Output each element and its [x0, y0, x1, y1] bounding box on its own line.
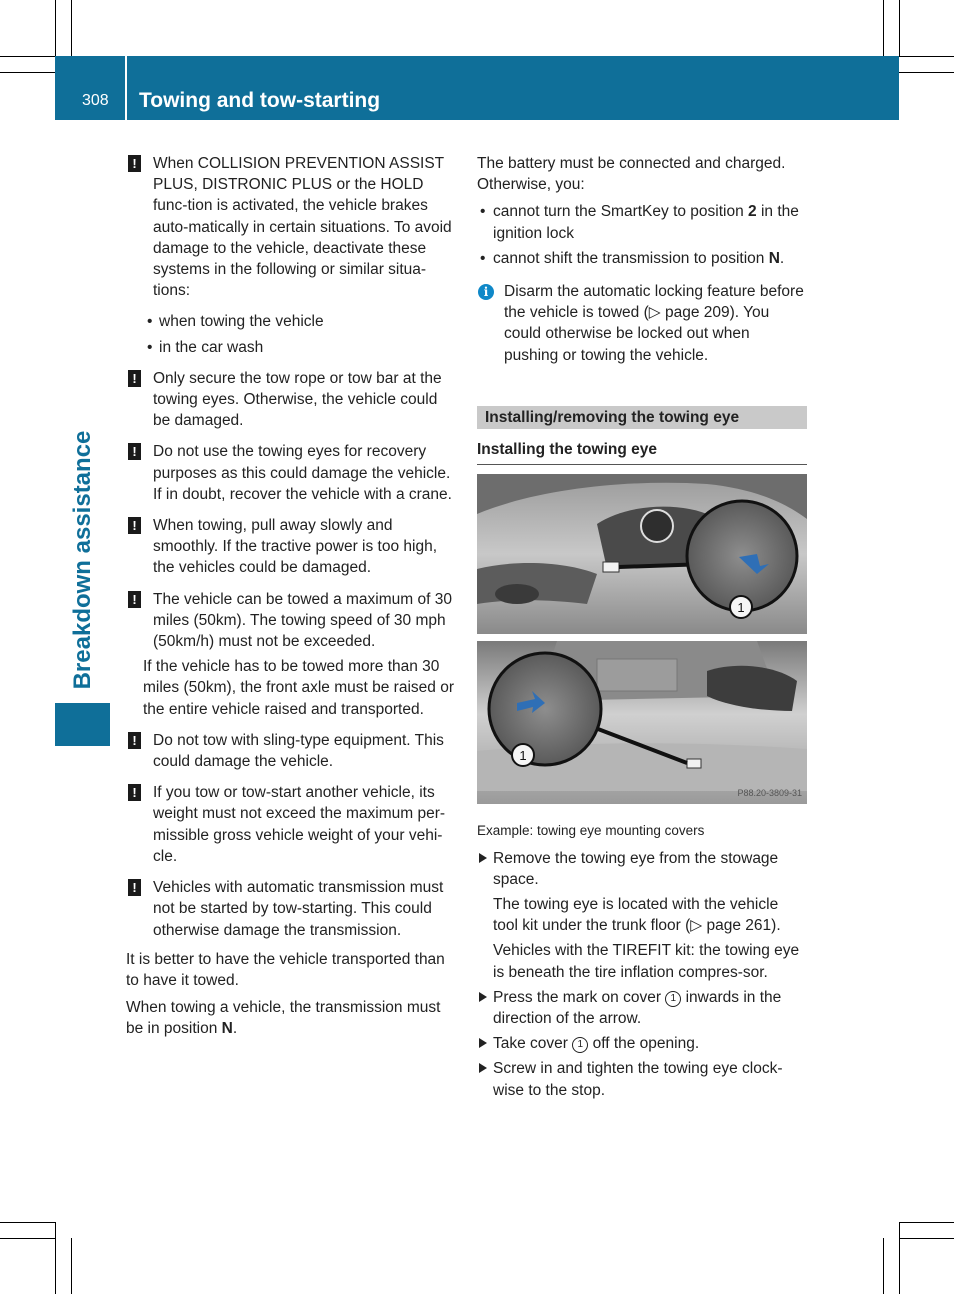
side-tab-marker	[55, 703, 110, 746]
callout-number: 1	[737, 600, 745, 616]
body-text: When towing a vehicle, the transmission must be in position	[126, 999, 441, 1038]
step-text: inwards in the direction of the arrow.	[493, 988, 782, 1028]
position-label: N	[768, 249, 780, 267]
warning-note	[126, 730, 458, 772]
crop-mark	[899, 0, 900, 56]
warning-text: Only secure the tow rope or tow bar at the towing eyes. Otherwise, the vehicle could be damaged.	[153, 369, 442, 430]
body-paragraph: The battery must be connected and charged. Otherwise, you:	[477, 155, 786, 194]
crop-mark	[0, 56, 55, 57]
body-text: .	[779, 249, 785, 267]
info-note	[477, 281, 807, 366]
right-column	[477, 153, 807, 1105]
warning-text: Do not tow with sling-type equipment. This could damage the vehicle.	[153, 731, 444, 771]
warning-icon: !	[128, 370, 141, 387]
crop-mark	[899, 72, 954, 73]
list-item: • when towing the vehicle	[126, 311, 458, 332]
crop-mark	[899, 1238, 954, 1239]
warning-icon: !	[128, 517, 141, 534]
list-item: • in the car wash	[126, 337, 458, 358]
step-text: Remove the towing eye from the stowage space.	[493, 849, 779, 888]
warning-note	[126, 153, 458, 301]
page-header	[55, 56, 899, 120]
crop-mark	[883, 1238, 884, 1294]
warning-text: Vehicles with automatic transmission must not be started by tow-starting. This could otherwise damage the transmission.	[153, 879, 444, 939]
towing-eye-figure	[477, 474, 807, 804]
subsection-heading: Installing the towing eye	[477, 439, 807, 465]
body-text: cannot shift the transmission to position	[493, 249, 769, 267]
instruction-step	[477, 987, 807, 1029]
crop-mark	[899, 56, 954, 57]
step-text: Take cover	[493, 1035, 573, 1053]
step-arrow-icon	[479, 1038, 487, 1048]
info-text: Disarm the automatic locking feature before the vehicle is towed (▷ page 209). You could otherwise be locked out when pushing or towing the vehicle.	[504, 283, 804, 364]
body-text: .	[232, 1020, 238, 1038]
step-text: Screw in and tighten the towing eye clock-wise to the stop.	[493, 1060, 783, 1099]
crop-mark	[883, 0, 884, 56]
crop-mark	[0, 1238, 55, 1239]
warning-note	[126, 515, 458, 579]
warning-icon: !	[128, 784, 141, 801]
crop-mark	[55, 1222, 56, 1294]
warning-icon: !	[128, 443, 141, 460]
body-paragraph: It is better to have the vehicle transported than to have it towed.	[126, 950, 445, 989]
side-chapter-label	[55, 420, 110, 700]
section-heading: Installing/removing the towing eye	[477, 406, 807, 429]
figure-caption: Example: towing eye mounting covers	[477, 823, 705, 839]
step-note: The towing eye is located with the vehicle tool kit under the trunk floor (▷ page 261).	[493, 896, 781, 935]
warning-text: The vehicle can be towed a maximum of 30 miles (50km). The towing speed of 30 mph (50km/h) must not be exceeded.	[153, 590, 452, 651]
info-icon: i	[478, 284, 494, 300]
callout-number-icon: 1	[572, 1037, 588, 1053]
instruction-step	[477, 1033, 807, 1054]
warning-continuation	[126, 656, 458, 720]
warning-text: When COLLISION PREVENTION ASSIST PLUS, DISTRONIC PLUS or the HOLD func-tion is activated, the vehicle brakes auto-matically in certain situations. To avoid damage to the vehicle, deactivate these systems in the following or similar situa-tions:	[153, 155, 452, 300]
warning-icon: !	[128, 732, 141, 749]
body-paragraph	[126, 997, 458, 1039]
crop-mark	[71, 1238, 72, 1294]
warning-text: If the vehicle has to be towed more than 30 miles (50km), the front axle must be raised or the entire vehicle raised and transported.	[143, 658, 454, 718]
header-divider	[125, 56, 127, 120]
instruction-step	[477, 1058, 807, 1100]
crop-mark	[55, 0, 56, 56]
warning-note	[126, 877, 458, 941]
step-text: off the opening.	[588, 1035, 700, 1053]
crop-mark	[71, 0, 72, 56]
warning-note	[126, 441, 458, 505]
list-item	[477, 201, 807, 243]
warning-icon: !	[128, 155, 141, 172]
callout-number: 1	[519, 748, 527, 764]
crop-mark	[0, 1222, 55, 1223]
warning-note	[126, 782, 458, 867]
chapter-title: Towing and tow-starting	[139, 89, 381, 112]
step-arrow-icon	[479, 853, 487, 863]
body-text: in the ignition lock	[493, 203, 799, 242]
warning-icon: !	[128, 591, 141, 608]
rear-bumper-photo	[477, 641, 807, 804]
page-number: 308	[82, 92, 109, 109]
step-text: Press the mark on cover	[493, 988, 666, 1006]
figure-code: P88.20-3809-31	[737, 788, 802, 799]
front-bumper-photo	[477, 474, 807, 634]
warning-text: When towing, pull away slowly and smoothly. If the tractive power is too high, the vehicles could be damaged.	[153, 517, 438, 577]
position-label: N	[221, 1020, 233, 1038]
step-arrow-icon	[479, 992, 487, 1002]
crop-mark	[0, 72, 55, 73]
side-chapter-label-text: Breakdown assistance	[68, 430, 96, 690]
position-label: 2	[748, 203, 757, 221]
left-column	[126, 153, 458, 1046]
callout-number-icon: 1	[665, 991, 681, 1007]
step-note: Vehicles with the TIREFIT kit: the towing eye is beneath the tire inflation compres-sor.	[493, 942, 800, 981]
warning-icon: !	[128, 879, 141, 896]
body-text: cannot turn the SmartKey to position	[493, 203, 749, 221]
crop-mark	[899, 1222, 954, 1223]
crop-mark	[899, 1222, 900, 1294]
step-arrow-icon	[479, 1063, 487, 1073]
warning-text: Do not use the towing eyes for recovery purposes as this could damage the vehicle. If in doubt, recover the vehicle with a crane.	[153, 443, 452, 503]
warning-note	[126, 368, 458, 432]
list-item	[477, 248, 807, 269]
warning-note	[126, 589, 458, 653]
instruction-step	[477, 848, 807, 890]
warning-text: If you tow or tow-start another vehicle, its weight must not exceed the maximum per-missible gross vehicle weight of your vehi-cle.	[153, 784, 446, 865]
